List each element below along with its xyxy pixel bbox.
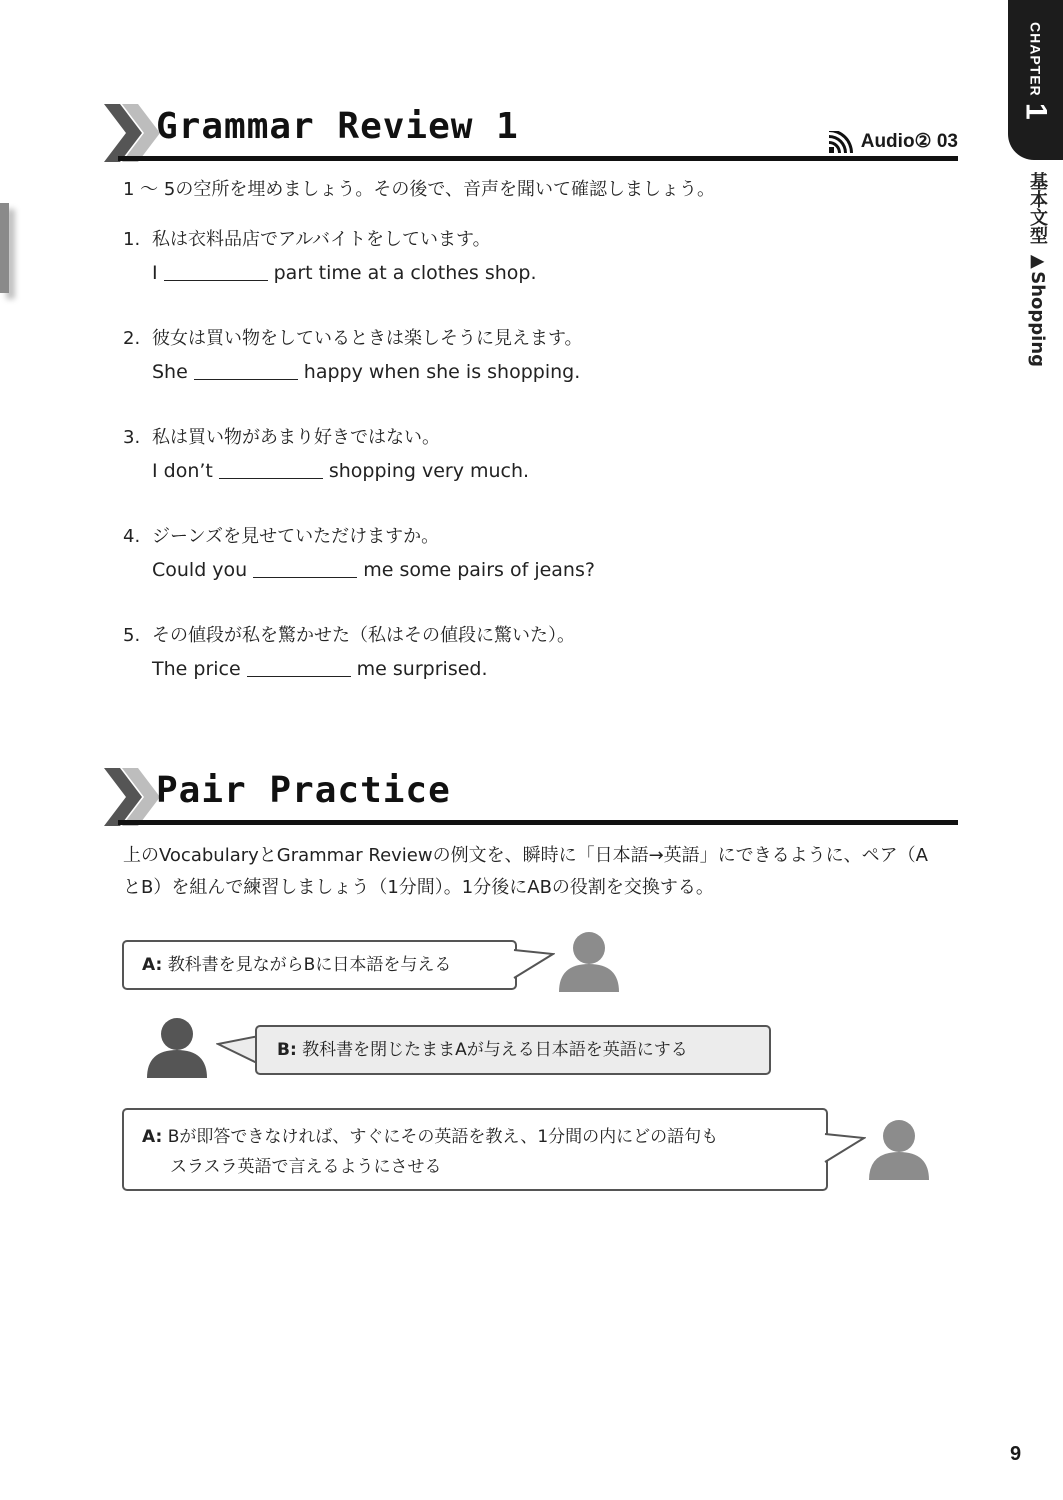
question-number: 1. bbox=[123, 229, 141, 250]
sentence-start: I bbox=[152, 262, 158, 284]
question-4-english bbox=[152, 559, 595, 581]
audio-signal-icon bbox=[829, 131, 855, 153]
question-jp-text: 彼女は買い物をしているときは楽しそうに見えます。 bbox=[152, 328, 583, 349]
question-jp-text: 私は衣料品店でアルバイトをしています。 bbox=[152, 229, 491, 250]
pair-practice-header bbox=[100, 764, 960, 834]
instruction-line-1: 上のVocabularyとGrammar Reviewの例文を、瞬時に「日本語→英語」にできるように、ペア（A bbox=[123, 845, 928, 866]
question-number: 5. bbox=[123, 625, 141, 646]
page-number: 9 bbox=[1010, 1443, 1022, 1465]
question-3-english bbox=[152, 460, 529, 482]
question-number: 2. bbox=[123, 328, 141, 349]
question-jp-text: その値段が私を驚かせた（私はその値段に驚いた）。 bbox=[152, 625, 575, 646]
answer-blank[interactable] bbox=[164, 279, 268, 281]
chapter-tab-label bbox=[1008, 22, 1063, 142]
instruction-line-2: とB）を組んで練習しましょう（1分間）。1分後にABの役割を交換する。 bbox=[123, 877, 714, 898]
answer-blank[interactable] bbox=[219, 477, 323, 479]
speech-bubble-a1 bbox=[122, 940, 517, 990]
question-jp-text: 私は買い物があまり好きではない。 bbox=[152, 427, 440, 448]
bubble-tail bbox=[824, 1132, 866, 1166]
person-icon bbox=[144, 1016, 210, 1078]
bubble-tail bbox=[216, 1034, 260, 1068]
question-5-english bbox=[152, 658, 488, 680]
grammar-instruction: 1 ～ 5の空所を埋めましょう。その後で、音声を聞いて確認しましょう。 bbox=[123, 179, 715, 200]
question-number: 4. bbox=[123, 526, 141, 547]
question-number: 3. bbox=[123, 427, 141, 448]
question-4-japanese bbox=[123, 522, 439, 548]
answer-blank[interactable] bbox=[253, 576, 357, 578]
answer-blank[interactable] bbox=[247, 675, 351, 677]
pair-practice-instruction bbox=[123, 840, 963, 904]
section-title: Grammar Review 1 bbox=[156, 106, 519, 147]
sentence-start: The price bbox=[152, 658, 241, 680]
bubble-text-continued: スラスラ英語で言えるようにさせる bbox=[170, 1157, 442, 1177]
question-2-english bbox=[152, 361, 580, 383]
question-1-japanese bbox=[123, 225, 491, 251]
left-edge-marker bbox=[0, 203, 9, 293]
person-icon bbox=[556, 930, 622, 992]
sentence-end: me some pairs of jeans? bbox=[363, 559, 595, 581]
speaker-label: A: bbox=[142, 955, 163, 975]
sentence-start: I don’t bbox=[152, 460, 213, 482]
question-3-japanese bbox=[123, 423, 440, 449]
chapter-label: CHAPTER bbox=[1027, 22, 1044, 97]
bubble-tail bbox=[513, 948, 555, 982]
bubble-text: Bが即答できなければ、すぐにその英語を教え、1分間の内にどの語句も bbox=[167, 1127, 719, 1147]
question-5-japanese bbox=[123, 621, 575, 647]
sentence-end: part time at a clothes shop. bbox=[273, 262, 537, 284]
sentence-end: shopping very much. bbox=[328, 460, 530, 482]
speech-bubble-a2 bbox=[122, 1108, 828, 1191]
header-rule bbox=[118, 156, 958, 161]
sentence-end: me surprised. bbox=[356, 658, 488, 680]
bubble-text: 教科書を見ながらBに日本語を与える bbox=[167, 955, 452, 975]
header-rule bbox=[118, 820, 958, 825]
question-2-japanese bbox=[123, 324, 583, 350]
speaker-label: A: bbox=[142, 1127, 163, 1147]
speech-bubble-b bbox=[255, 1025, 771, 1075]
sentence-start: Could you bbox=[152, 559, 248, 581]
section-title: Pair Practice bbox=[156, 770, 451, 811]
sentence-end: happy when she is shopping. bbox=[303, 361, 581, 383]
audio-label: Audio② 03 bbox=[860, 131, 958, 152]
chapter-number: 1 bbox=[1019, 102, 1053, 121]
side-topic-label: 基本文型 ▶Shopping bbox=[1027, 172, 1048, 368]
grammar-review-header bbox=[100, 100, 960, 170]
speaker-label: B: bbox=[277, 1040, 297, 1060]
bubble-text: 教科書を閉じたままAが与える日本語を英語にする bbox=[302, 1040, 688, 1060]
audio-track[interactable] bbox=[829, 130, 958, 153]
sentence-start: She bbox=[152, 361, 188, 383]
question-1-english bbox=[152, 262, 537, 284]
person-icon bbox=[866, 1118, 932, 1180]
question-jp-text: ジーンズを見せていただけますか。 bbox=[152, 526, 440, 547]
answer-blank[interactable] bbox=[194, 378, 298, 380]
